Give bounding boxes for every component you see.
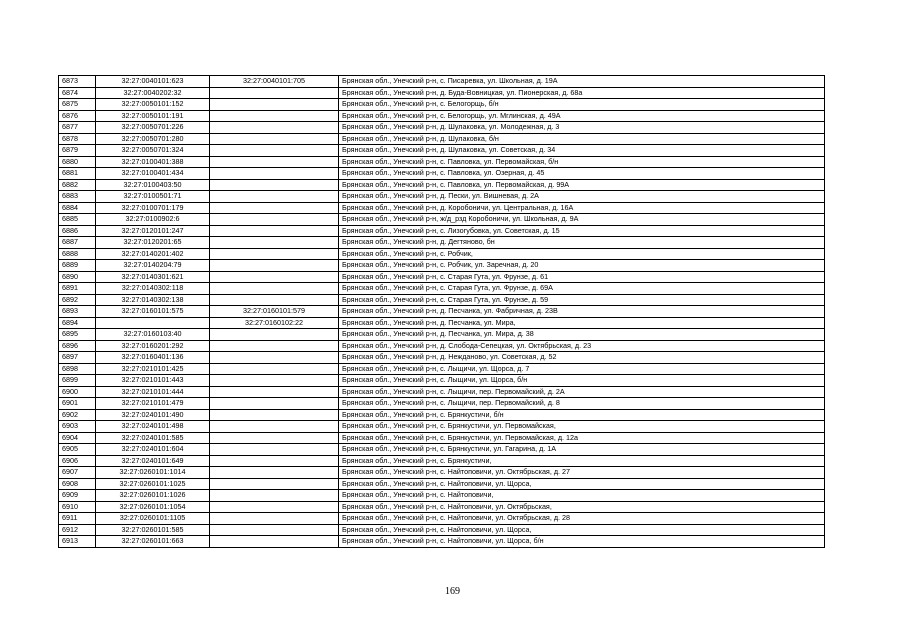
- row-number-cell: 6906: [59, 455, 96, 467]
- table-row: [59, 99, 825, 111]
- previous-cadastral-number-cell: [210, 248, 339, 260]
- table-row: [59, 455, 825, 467]
- table-row: [59, 524, 825, 536]
- address-cell: Брянская обл., Унечский р-н, д. Песчанка, ул. Фабричная, д. 23В: [339, 306, 825, 318]
- table-row: [59, 386, 825, 398]
- row-number-cell: 6875: [59, 99, 96, 111]
- row-number-cell: 6881: [59, 168, 96, 180]
- address-cell: Брянская обл., Унечский р-н, д. Песчанка, ул. Мира, д. 38: [339, 329, 825, 341]
- cadastral-number-cell: 32:27:0100401:434: [96, 168, 210, 180]
- table-row: [59, 237, 825, 249]
- address-cell: Брянская обл., Унечский р-н, д. Нежданово, ул. Советская, д. 52: [339, 352, 825, 364]
- address-cell: Брянская обл., Унечский р-н, д. Слобода-Сепецкая, ул. Октябрьская, д. 23: [339, 340, 825, 352]
- row-number-cell: 6896: [59, 340, 96, 352]
- row-number-cell: 6893: [59, 306, 96, 318]
- address-cell: Брянская обл., Унечский р-н, д. Буда-Вовницкая, ул. Пионерская, д. 68а: [339, 87, 825, 99]
- address-cell: Брянская обл., Унечский р-н, д. Пески, ул. Вишневая, д. 2А: [339, 191, 825, 203]
- cadastral-number-cell: 32:27:0040101:623: [96, 76, 210, 88]
- address-cell: Брянская обл., Унечский р-н, с. Найтоповичи, ул. Октябрьская, д. 28: [339, 513, 825, 525]
- row-number-cell: 6901: [59, 398, 96, 410]
- row-number-cell: 6876: [59, 110, 96, 122]
- table-row: [59, 375, 825, 387]
- address-cell: Брянская обл., Унечский р-н, с. Белогорщь, б/н: [339, 99, 825, 111]
- address-cell: Брянская обл., Унечский р-н, д. Шулаковка, ул. Молодежная, д. 3: [339, 122, 825, 134]
- row-number-cell: 6892: [59, 294, 96, 306]
- row-number-cell: 6877: [59, 122, 96, 134]
- address-cell: Брянская обл., Унечский р-н, с. Белогорщь, ул. Мглинская, д. 49А: [339, 110, 825, 122]
- address-cell: Брянская обл., Унечский р-н, д. Шулаковка, ул. Советская, д. 34: [339, 145, 825, 157]
- previous-cadastral-number-cell: [210, 455, 339, 467]
- row-number-cell: 6878: [59, 133, 96, 145]
- address-cell: Брянская обл., Унечский р-н, с. Найтоповичи, ул. Октябрьская, д. 27: [339, 467, 825, 479]
- row-number-cell: 6891: [59, 283, 96, 295]
- row-number-cell: 6874: [59, 87, 96, 99]
- table-row: [59, 122, 825, 134]
- cadastral-number-cell: 32:27:0260101:585: [96, 524, 210, 536]
- registry-table-body: [59, 76, 825, 548]
- previous-cadastral-number-cell: [210, 202, 339, 214]
- table-row: [59, 340, 825, 352]
- address-cell: Брянская обл., Унечский р-н, д. Песчанка, ул. Мира,: [339, 317, 825, 329]
- cadastral-number-cell: 32:27:0260101:1025: [96, 478, 210, 490]
- row-number-cell: 6886: [59, 225, 96, 237]
- row-number-cell: 6890: [59, 271, 96, 283]
- row-number-cell: 6909: [59, 490, 96, 502]
- cadastral-number-cell: 32:27:0240101:585: [96, 432, 210, 444]
- table-row: [59, 191, 825, 203]
- previous-cadastral-number-cell: [210, 237, 339, 249]
- address-cell: Брянская обл., Унечский р-н, с. Робчик,: [339, 248, 825, 260]
- previous-cadastral-number-cell: [210, 490, 339, 502]
- registry-sheet: [58, 75, 825, 548]
- page-number: 169: [445, 586, 460, 597]
- cadastral-number-cell: 32:27:0240101:490: [96, 409, 210, 421]
- table-row: [59, 156, 825, 168]
- address-cell: Брянская обл., Унечский р-н, с. Писаревка, ул. Школьная, д. 19А: [339, 76, 825, 88]
- table-row: [59, 501, 825, 513]
- table-row: [59, 260, 825, 272]
- previous-cadastral-number-cell: [210, 421, 339, 433]
- table-row: [59, 110, 825, 122]
- cadastral-number-cell: 32:27:0040202:32: [96, 87, 210, 99]
- cadastral-number-cell: 32:27:0140301:621: [96, 271, 210, 283]
- row-number-cell: 6884: [59, 202, 96, 214]
- row-number-cell: 6898: [59, 363, 96, 375]
- address-cell: Брянская обл., Унечский р-н, с. Найтоповичи, ул. Октябрьская,: [339, 501, 825, 513]
- row-number-cell: 6910: [59, 501, 96, 513]
- table-row: [59, 421, 825, 433]
- table-row: [59, 513, 825, 525]
- previous-cadastral-number-cell: [210, 386, 339, 398]
- cadastral-number-cell: 32:27:0140302:118: [96, 283, 210, 295]
- previous-cadastral-number-cell: [210, 225, 339, 237]
- row-number-cell: 6885: [59, 214, 96, 226]
- address-cell: Брянская обл., Унечский р-н, с. Найтоповичи, ул. Щорса,: [339, 524, 825, 536]
- table-row: [59, 352, 825, 364]
- cadastral-number-cell: 32:27:0140302:138: [96, 294, 210, 306]
- previous-cadastral-number-cell: 32:27:0160102:22: [210, 317, 339, 329]
- address-cell: Брянская обл., Унечский р-н, с. Найтоповичи, ул. Щорса,: [339, 478, 825, 490]
- previous-cadastral-number-cell: [210, 363, 339, 375]
- row-number-cell: 6879: [59, 145, 96, 157]
- previous-cadastral-number-cell: [210, 536, 339, 548]
- cadastral-number-cell: 32:27:0260101:1026: [96, 490, 210, 502]
- cadastral-number-cell: 32:27:0260101:1105: [96, 513, 210, 525]
- table-row: [59, 225, 825, 237]
- previous-cadastral-number-cell: [210, 375, 339, 387]
- cadastral-number-cell: 32:27:0100902:6: [96, 214, 210, 226]
- table-row: [59, 133, 825, 145]
- cadastral-number-cell: 32:27:0100501:71: [96, 191, 210, 203]
- previous-cadastral-number-cell: 32:27:0160101:579: [210, 306, 339, 318]
- address-cell: Брянская обл., Унечский р-н, с. Павловка, ул. Первомайская, д. 99А: [339, 179, 825, 191]
- table-row: [59, 248, 825, 260]
- previous-cadastral-number-cell: [210, 179, 339, 191]
- table-row: [59, 168, 825, 180]
- previous-cadastral-number-cell: [210, 444, 339, 456]
- table-row: [59, 329, 825, 341]
- row-number-cell: 6895: [59, 329, 96, 341]
- cadastral-number-cell: 32:27:0240101:649: [96, 455, 210, 467]
- cadastral-number-cell: 32:27:0210101:443: [96, 375, 210, 387]
- previous-cadastral-number-cell: [210, 122, 339, 134]
- cadastral-number-cell: 32:27:0050101:191: [96, 110, 210, 122]
- table-row: [59, 306, 825, 318]
- cadastral-number-cell: 32:27:0240101:498: [96, 421, 210, 433]
- previous-cadastral-number-cell: [210, 501, 339, 513]
- cadastral-number-cell: 32:27:0100401:388: [96, 156, 210, 168]
- address-cell: Брянская обл., Унечский р-н, с. Лыщичи, пер. Первомайский, д. 8: [339, 398, 825, 410]
- cadastral-number-cell: 32:27:0260101:1014: [96, 467, 210, 479]
- address-cell: Брянская обл., Унечский р-н, с. Найтоповичи, ул. Щорса, б/н: [339, 536, 825, 548]
- row-number-cell: 6880: [59, 156, 96, 168]
- address-cell: Брянская обл., Унечский р-н, с. Робчик, ул. Заречная, д. 20: [339, 260, 825, 272]
- previous-cadastral-number-cell: [210, 340, 339, 352]
- row-number-cell: 6904: [59, 432, 96, 444]
- address-cell: Брянская обл., Унечский р-н, д. Шулаковка, б/н: [339, 133, 825, 145]
- cadastral-number-cell: 32:27:0100403:50: [96, 179, 210, 191]
- table-row: [59, 202, 825, 214]
- previous-cadastral-number-cell: [210, 145, 339, 157]
- cadastral-number-cell: 32:27:0050701:324: [96, 145, 210, 157]
- row-number-cell: 6883: [59, 191, 96, 203]
- cadastral-number-cell: 32:27:0100701:179: [96, 202, 210, 214]
- cadastral-number-cell: 32:27:0160401:136: [96, 352, 210, 364]
- table-row: [59, 145, 825, 157]
- cadastral-number-cell: 32:27:0160103:40: [96, 329, 210, 341]
- row-number-cell: 6913: [59, 536, 96, 548]
- address-cell: Брянская обл., Унечский р-н, с. Старая Гута, ул. Фрунзе, д. 69А: [339, 283, 825, 295]
- address-cell: Брянская обл., Унечский р-н, д. Дегтяново, бн: [339, 237, 825, 249]
- row-number-cell: 6894: [59, 317, 96, 329]
- row-number-cell: 6905: [59, 444, 96, 456]
- row-number-cell: 6897: [59, 352, 96, 364]
- table-row: [59, 317, 825, 329]
- previous-cadastral-number-cell: [210, 168, 339, 180]
- previous-cadastral-number-cell: [210, 478, 339, 490]
- row-number-cell: 6888: [59, 248, 96, 260]
- previous-cadastral-number-cell: [210, 294, 339, 306]
- table-row: [59, 490, 825, 502]
- cadastral-number-cell: 32:27:0240101:604: [96, 444, 210, 456]
- row-number-cell: 6902: [59, 409, 96, 421]
- cadastral-number-cell: 32:27:0160101:575: [96, 306, 210, 318]
- address-cell: Брянская обл., Унечский р-н, с. Лыщичи, ул. Щорса, д. 7: [339, 363, 825, 375]
- previous-cadastral-number-cell: [210, 432, 339, 444]
- table-row: [59, 283, 825, 295]
- row-number-cell: 6887: [59, 237, 96, 249]
- row-number-cell: 6908: [59, 478, 96, 490]
- address-cell: Брянская обл., Унечский р-н, с. Брянкустичи, ул. Гагарина, д. 1А: [339, 444, 825, 456]
- previous-cadastral-number-cell: [210, 283, 339, 295]
- previous-cadastral-number-cell: [210, 214, 339, 226]
- row-number-cell: 6907: [59, 467, 96, 479]
- address-cell: Брянская обл., Унечский р-н, с. Брянкустичи, ул. Первомайская, д. 12а: [339, 432, 825, 444]
- previous-cadastral-number-cell: [210, 260, 339, 272]
- address-cell: Брянская обл., Унечский р-н, с. Брянкустичи, ул. Первомайская,: [339, 421, 825, 433]
- address-cell: Брянская обл., Унечский р-н, с. Павловка, ул. Первомайская, б/н: [339, 156, 825, 168]
- table-row: [59, 363, 825, 375]
- table-row: [59, 536, 825, 548]
- previous-cadastral-number-cell: [210, 409, 339, 421]
- address-cell: Брянская обл., Унечский р-н, с. Лыщичи, ул. Щорса, б/н: [339, 375, 825, 387]
- cadastral-number-cell: 32:27:0210101:479: [96, 398, 210, 410]
- row-number-cell: 6900: [59, 386, 96, 398]
- cadastral-number-cell: 32:27:0120201:65: [96, 237, 210, 249]
- address-cell: Брянская обл., Унечский р-н, с. Брянкустичи, б/н: [339, 409, 825, 421]
- table-row: [59, 271, 825, 283]
- cadastral-number-cell: 32:27:0050701:280: [96, 133, 210, 145]
- table-row: [59, 478, 825, 490]
- row-number-cell: 6903: [59, 421, 96, 433]
- table-row: [59, 398, 825, 410]
- row-number-cell: 6899: [59, 375, 96, 387]
- previous-cadastral-number-cell: [210, 398, 339, 410]
- cadastral-number-cell: 32:27:0140201:402: [96, 248, 210, 260]
- previous-cadastral-number-cell: [210, 110, 339, 122]
- previous-cadastral-number-cell: [210, 191, 339, 203]
- table-row: [59, 179, 825, 191]
- previous-cadastral-number-cell: [210, 329, 339, 341]
- table-row: [59, 432, 825, 444]
- address-cell: Брянская обл., Унечский р-н, д. Коробоничи, ул. Центральная, д. 16А: [339, 202, 825, 214]
- address-cell: Брянская обл., Унечский р-н, ж/д_рзд Коробоничи, ул. Школьная, д. 9А: [339, 214, 825, 226]
- registry-table: [58, 75, 825, 548]
- row-number-cell: 6912: [59, 524, 96, 536]
- row-number-cell: 6889: [59, 260, 96, 272]
- table-row: [59, 87, 825, 99]
- cadastral-number-cell: 32:27:0140204:79: [96, 260, 210, 272]
- address-cell: Брянская обл., Унечский р-н, с. Старая Гута, ул. Фрунзе, д. 59: [339, 294, 825, 306]
- row-number-cell: 6882: [59, 179, 96, 191]
- table-row: [59, 409, 825, 421]
- cadastral-number-cell: [96, 317, 210, 329]
- table-row: [59, 444, 825, 456]
- cadastral-number-cell: 32:27:0160201:292: [96, 340, 210, 352]
- table-row: [59, 467, 825, 479]
- cadastral-number-cell: 32:27:0050101:152: [96, 99, 210, 111]
- address-cell: Брянская обл., Унечский р-н, с. Лыщичи, пер. Первомайский, д. 2А: [339, 386, 825, 398]
- cadastral-number-cell: 32:27:0210101:425: [96, 363, 210, 375]
- previous-cadastral-number-cell: [210, 352, 339, 364]
- previous-cadastral-number-cell: [210, 271, 339, 283]
- cadastral-number-cell: 32:27:0210101:444: [96, 386, 210, 398]
- previous-cadastral-number-cell: [210, 99, 339, 111]
- table-row: [59, 76, 825, 88]
- table-row: [59, 214, 825, 226]
- previous-cadastral-number-cell: 32:27:0040101:705: [210, 76, 339, 88]
- previous-cadastral-number-cell: [210, 133, 339, 145]
- table-row: [59, 294, 825, 306]
- cadastral-number-cell: 32:27:0260101:663: [96, 536, 210, 548]
- previous-cadastral-number-cell: [210, 156, 339, 168]
- address-cell: Брянская обл., Унечский р-н, с. Найтоповичи,: [339, 490, 825, 502]
- previous-cadastral-number-cell: [210, 513, 339, 525]
- previous-cadastral-number-cell: [210, 467, 339, 479]
- address-cell: Брянская обл., Унечский р-н, с. Павловка, ул. Озерная, д. 45: [339, 168, 825, 180]
- address-cell: Брянская обл., Унечский р-н, с. Брянкустичи,: [339, 455, 825, 467]
- row-number-cell: 6911: [59, 513, 96, 525]
- address-cell: Брянская обл., Унечский р-н, с. Старая Гута, ул. Фрунзе, д. 61: [339, 271, 825, 283]
- previous-cadastral-number-cell: [210, 524, 339, 536]
- previous-cadastral-number-cell: [210, 87, 339, 99]
- cadastral-number-cell: 32:27:0120101:247: [96, 225, 210, 237]
- row-number-cell: 6873: [59, 76, 96, 88]
- cadastral-number-cell: 32:27:0260101:1054: [96, 501, 210, 513]
- cadastral-number-cell: 32:27:0050701:226: [96, 122, 210, 134]
- address-cell: Брянская обл., Унечский р-н, с. Лизогубовка, ул. Советская, д. 15: [339, 225, 825, 237]
